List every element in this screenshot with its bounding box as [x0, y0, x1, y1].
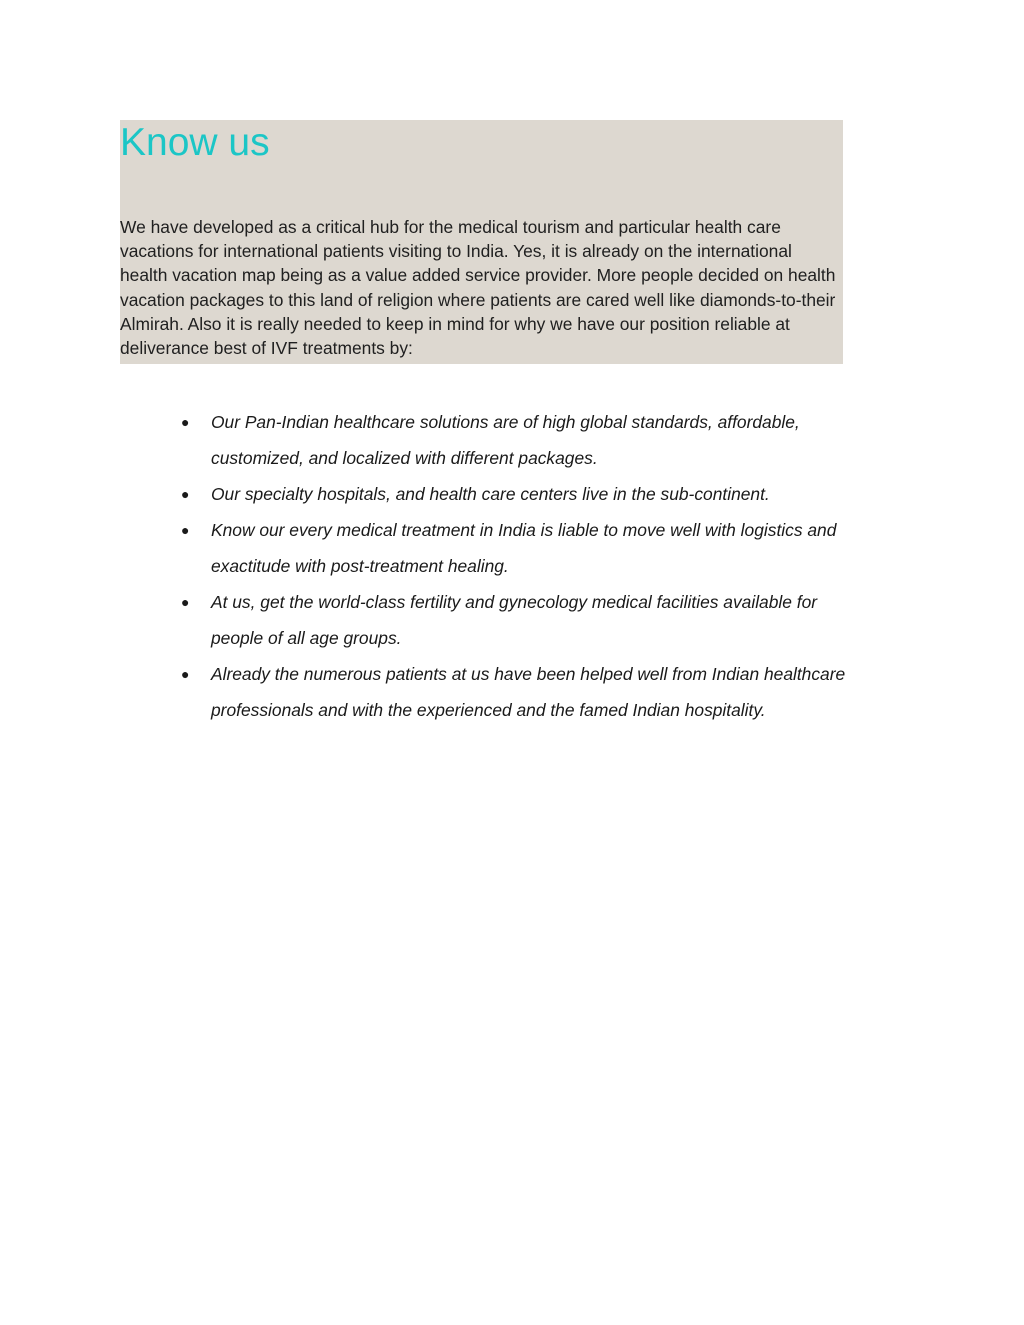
bullet-icon: ● [181, 522, 190, 538]
bullet-icon: ● [181, 666, 190, 682]
list-item [0, 512, 851, 584]
list-item-text: At us, get the world-class fertility and gynecology medical facilities available for people of all age groups. [211, 592, 818, 648]
bullet-icon: ● [181, 414, 190, 430]
bullet-list [0, 404, 1024, 728]
list-item [0, 656, 851, 728]
page-title: Know us [120, 121, 270, 164]
list-item-text: Our Pan-Indian healthcare solutions are of high global standards, affordable, customized, and localized with different packages. [211, 412, 800, 468]
list-item [0, 404, 851, 476]
list-item [0, 476, 851, 512]
bullet-icon: ● [181, 486, 190, 502]
list-item-text: Already the numerous patients at us have been helped well from Indian healthcare professionals and with the experienced and the famed Indian hospitality. [211, 664, 846, 720]
intro-paragraph: We have developed as a critical hub for the medical tourism and particular health care vacations for international patients visiting to India. Yes, it is already on the international health vacation map being as a value added service provider. More people decided on health vacation packages to this land of religion where patients are cared well like diamonds-to-their Almirah. Also it is really needed to keep in mind for why we have our position reliable at deliverance best of IVF treatments by: [120, 217, 836, 359]
bullet-icon: ● [181, 594, 190, 610]
list-item [0, 584, 851, 656]
list-item-text: Our specialty hospitals, and health care centers live in the sub-continent. [211, 484, 770, 504]
intro-section [120, 120, 843, 364]
list-item-text: Know our every medical treatment in India is liable to move well with logistics and exactitude with post-treatment healing. [211, 520, 837, 576]
